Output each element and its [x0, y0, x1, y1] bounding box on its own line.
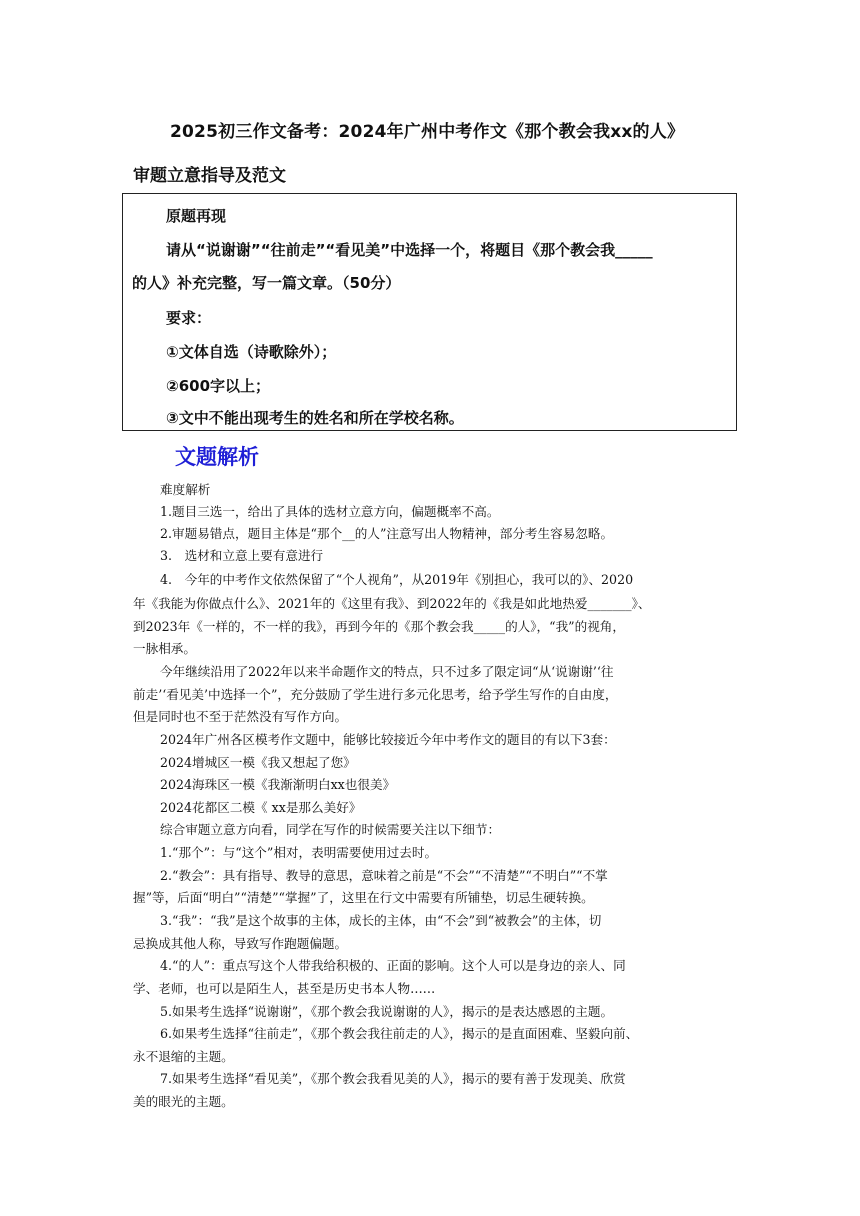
body-line: 一脉相承。 [133, 641, 196, 656]
requirement-1: ①文体自选（诗歌除外）； [166, 343, 337, 361]
requirement-3: ③文中不能出现考生的姓名和所在学校名称。 [166, 409, 464, 427]
section-title: 文题解析 [175, 445, 259, 469]
body-line: 到2023年《一样的，不一样的我》，再到今年的《那个教会我_____的人》，“我”的视角， [133, 619, 625, 634]
prompt-line-1: 请从“说谢谢”“往前走”“看见美”中选择一个，将题目《那个教会我_____ [166, 241, 653, 259]
body-line: 永不退缩的主题。 [133, 1049, 234, 1064]
body-line: 握”等，后面“明白”“清楚”“掌握”了，这里在行文中需要有所铺垫，切忌生硬转换。 [133, 890, 594, 905]
body-line: 6.如果考生选择“往前走”，《那个教会我往前走的人》，揭示的是直面困难、坚毅向前、 [160, 1026, 639, 1041]
body-line: 美的眼光的主题。 [133, 1094, 234, 1109]
body-line: 4.“的人”：重点写这个人带我给积极的、正面的影响。这个人可以是身边的亲人、同 [160, 958, 626, 973]
body-line: 综合审题立意方向看，同学在写作的时候需要关注以下细节： [160, 822, 501, 837]
body-line: 1.“那个”：与“这个”相对，表明需要使用过去时。 [160, 845, 438, 860]
requirements-label: 要求： [166, 309, 212, 327]
prompt-line-2: 的人》补充完整，写一篇文章。（50分） [132, 274, 401, 292]
document-title-line1: 2025初三作文备考：2024年广州中考作文《那个教会我xx的人》 [170, 122, 685, 142]
body-line: 年《我能为你做点什么》、2021年的《这里有我》、到2022年的《我是如此地热爱_______》、 [133, 596, 651, 611]
body-line: 2024年广州各区模考作文题中，能够比较接近今年中考作文的题目的有以下3套： [160, 732, 616, 747]
body-line: 难度解析 [160, 482, 211, 497]
body-line: 2.“教会”：具有指导、教导的意思，意味着之前是“不会”“不清楚”“不明白”“不掌 [160, 868, 608, 883]
requirement-2: ②600字以上； [166, 377, 271, 395]
body-line: 2024海珠区一模《我渐渐明白xx也很美》 [160, 777, 396, 792]
body-line: 前走’‘看见美’中选择一个”，充分鼓励了学生进行多元化思考，给予学生写作的自由度， [133, 687, 618, 702]
body-line: 学、老师，也可以是陌生人，甚至是历史书本人物…… [133, 981, 436, 996]
prompt-heading: 原题再现 [166, 207, 227, 225]
body-line: 3. 选材和立意上要有意进行 [160, 548, 324, 563]
body-line: 今年继续沿用了2022年以来半命题作文的特点，只不过多了限定词“从‘说谢谢’‘往 [160, 664, 614, 679]
body-line: 1.题目三选一，给出了具体的选材立意方向，偏题概率不高。 [160, 504, 500, 519]
body-line: 2.审题易错点，题目主体是“那个__的人”注意写出人物精神，部分考生容易忽略。 [160, 526, 614, 541]
body-line: 2024花都区二模《 xx是那么美好》 [160, 800, 362, 815]
original-prompt-box [122, 193, 737, 431]
body-line: 忌换成其他人称，导致写作跑题偏题。 [133, 936, 348, 951]
body-line: 2024增城区一模《我又想起了您》 [160, 755, 356, 770]
body-line: 3.“我”：“我”是这个故事的主体，成长的主体，由“不会”到“被教会”的主体，切 [160, 913, 602, 928]
body-line: 但是同时也不至于茫然没有写作方向。 [133, 709, 348, 724]
body-line: 5.如果考生选择“说谢谢”，《那个教会我说谢谢的人》，揭示的是表达感恩的主题。 [160, 1004, 614, 1019]
document-title-line2: 审题立意指导及范文 [133, 166, 286, 186]
body-line: 4. 今年的中考作文依然保留了“个人视角”，从2019年《别担心，我可以的》、2020 [160, 572, 634, 587]
body-line: 7.如果考生选择“看见美”，《那个教会我看见美的人》，揭示的要有善于发现美、欣赏 [160, 1071, 626, 1086]
